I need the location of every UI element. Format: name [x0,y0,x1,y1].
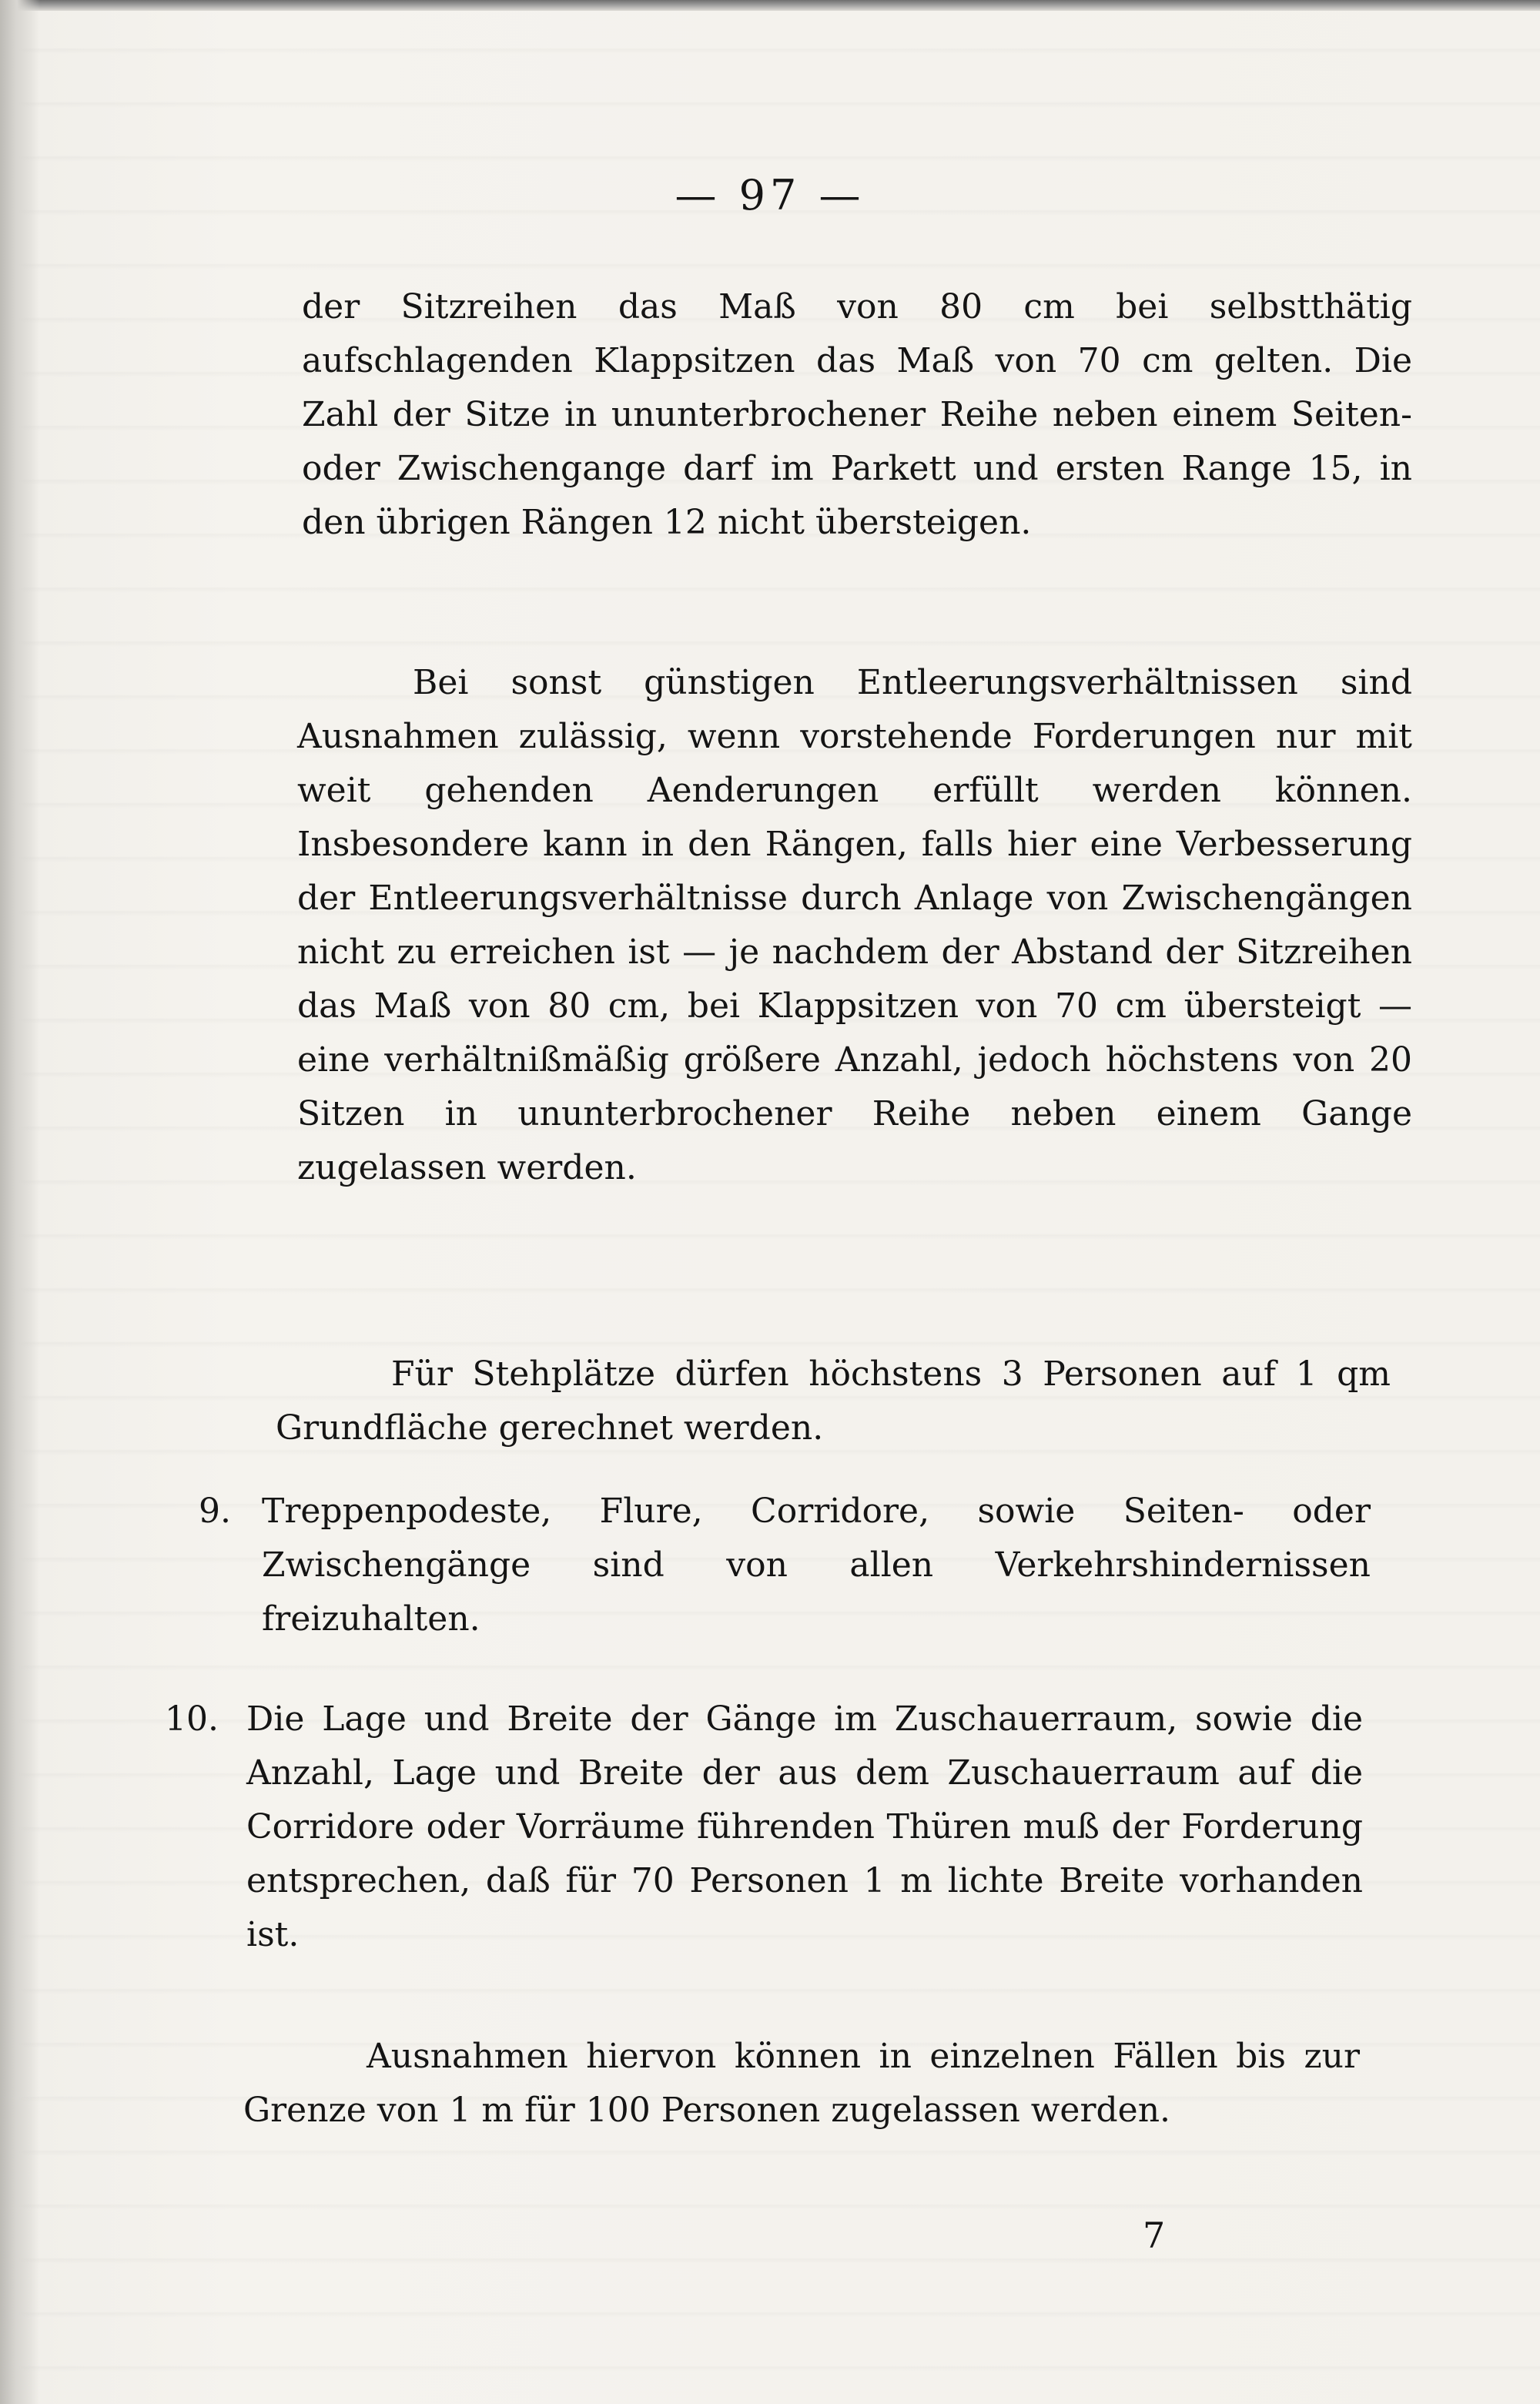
paragraph-exceptions: Bei sonst günstigen Entleerungsverhältnissen sind Ausnahmen zulässig, wenn vorstehende Forderungen nur mit weit gehenden Aenderungen erfüllt werden können. Insbesondere kann in den Rängen, falls hier eine Verbesserung der Entleerungsverhältnisse durch Anlage von Zwischengängen nicht zu erreichen ist — je nachdem der Abstand der Sitzreihen das Maß von 80 cm, bei Klappsitzen von 70 cm übersteigt — eine verhältnißmäßig größere Anzahl, jedoch höchstens von 20 Sitzen in ununterbrochener Reihe neben einem Gange zugelassen werden. [297,663,1412,1187]
page-number: — 97 — [675,171,865,219]
item-text-10: Die Lage und Breite der Gänge im Zuschauerraum, sowie die Anzahl, Lage und Breite der aus dem Zuschauerraum auf die Corridore oder Vorräume führenden Thüren muß der Forderung entsprechen, daß für 70 Personen 1 m lichte Breite vorhanden ist. [246,1699,1363,1954]
item-text-9: Treppenpodeste, Flure, Corridore, sowie Seiten- oder Zwischengänge sind von allen Verkehrshindernissen freizuhalten. [262,1492,1371,1639]
page-top-edge [0,0,1540,11]
signature-mark: 7 [1143,2215,1166,2256]
paragraph-standing-places: Für Stehplätze dürfen höchstens 3 Personen auf 1 qm Grundfläche gerechnet werden. [276,1354,1391,1448]
paragraph-continuation: der Sitzreihen das Maß von 80 cm bei selbstthätig aufschlagenden Klappsitzen das Maß von 70 cm gelten. Die Zahl der Sitze in ununterbrochener Reihe neben einem Seiten- oder Zwischengange darf im Parkett und ersten Range 15, in den übrigen Rängen 12 nicht übersteigen. [302,287,1412,542]
binding-shadow [0,0,40,2404]
item-number-10: 10. [165,1699,219,1739]
paragraph-width-exceptions: Ausnahmen hiervon können in einzelnen Fällen bis zur Grenze von 1 m für 100 Personen zugelassen werden. [243,2037,1360,2130]
item-number-9: 9. [199,1492,231,1531]
